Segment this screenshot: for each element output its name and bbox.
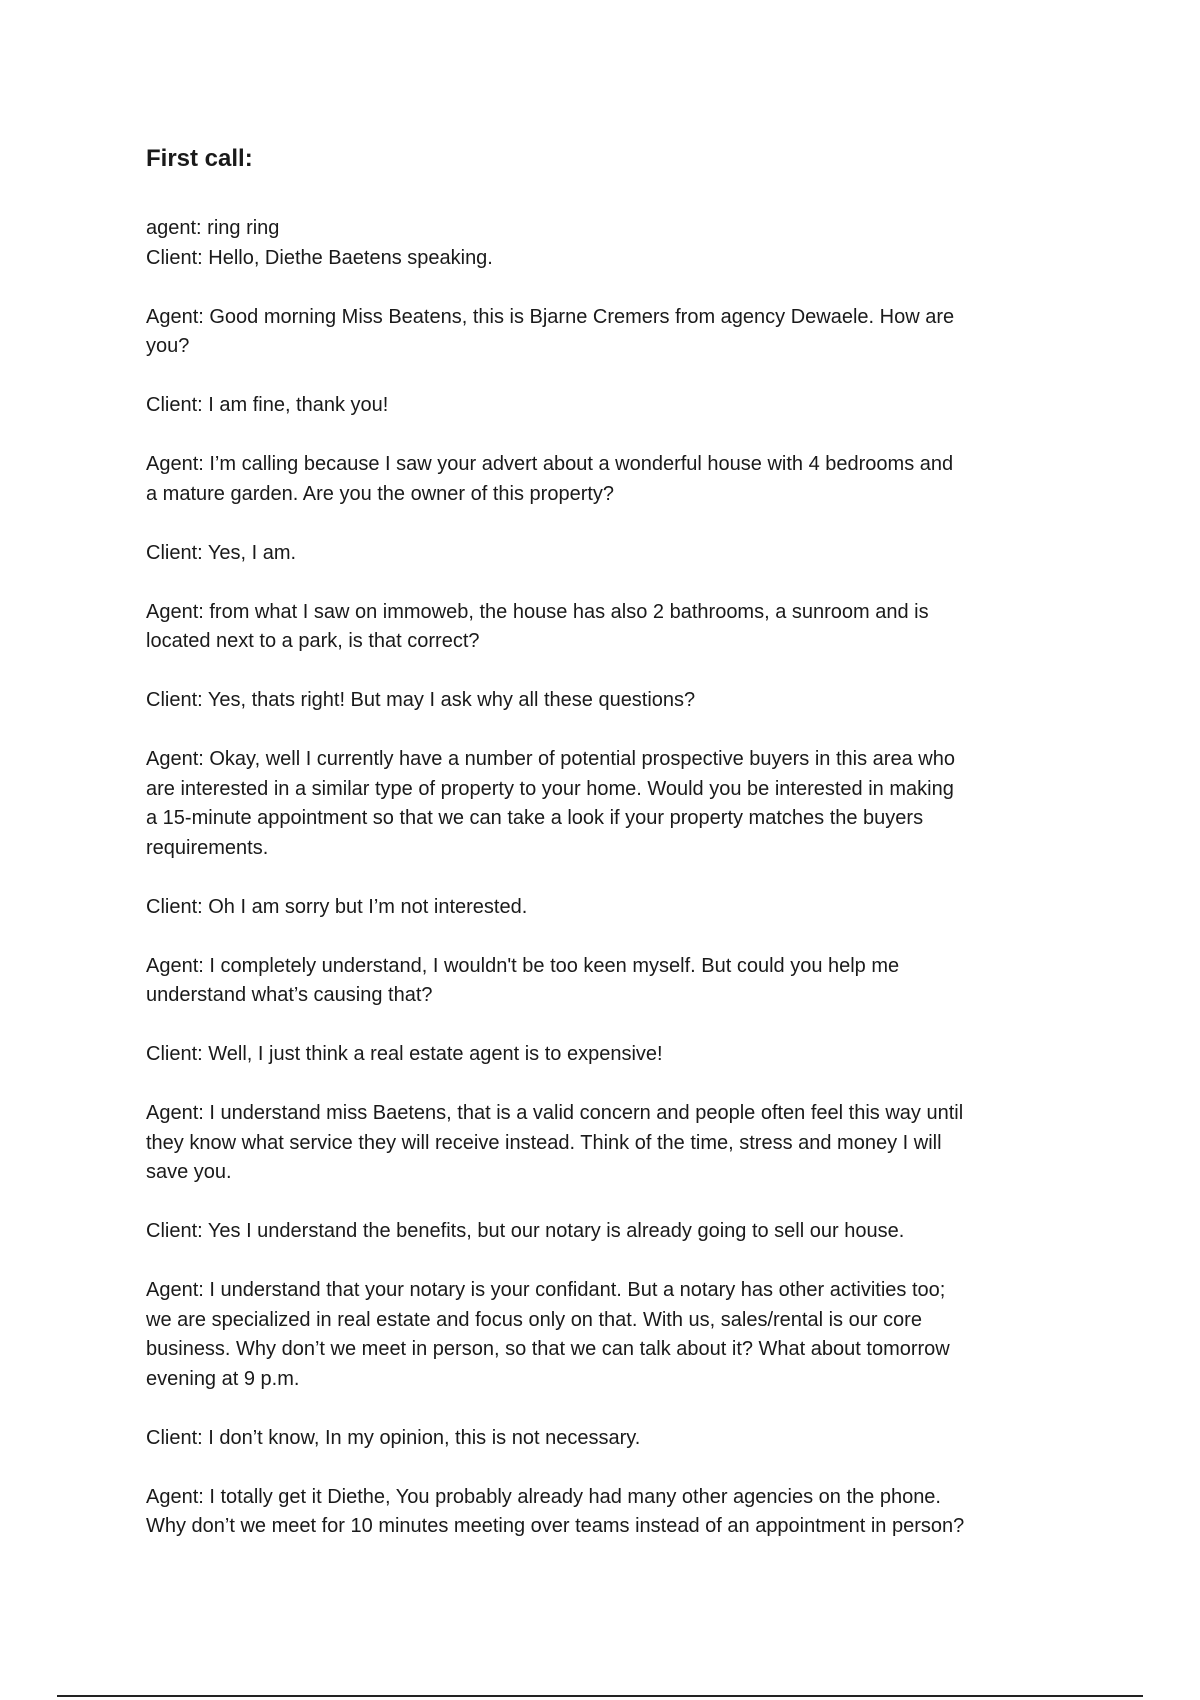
transcript-paragraph	[146, 391, 1086, 421]
transcript-paragraph	[146, 539, 1086, 569]
transcript-paragraph	[146, 598, 1086, 657]
transcript-line: a mature garden. Are you the owner of this property?	[146, 482, 615, 505]
transcript-line: Client: Yes, thats right! But may I ask why all these questions?	[146, 689, 696, 711]
transcript-line: Client: I am fine, thank you!	[146, 394, 389, 416]
transcript-line: Client: Yes, I am.	[146, 541, 297, 564]
transcript-line: Client: I don’t know, In my opinion, this is not necessary.	[146, 1426, 641, 1449]
transcript-line: are interested in a similar type of property to your home. Would you be interested in making	[146, 777, 954, 800]
transcript-paragraph	[146, 745, 1086, 863]
transcript-line: save you.	[146, 1161, 232, 1183]
transcript-line: we are specialized in real estate and focus only on that. With us, sales/rental is our core	[146, 1308, 922, 1331]
transcript-paragraph	[146, 214, 1086, 273]
transcript-line: Agent: Good morning Miss Beatens, this is Bjarne Cremers from agency Dewaele. How are	[146, 305, 955, 328]
transcript-paragraph	[146, 1099, 1086, 1188]
transcript-line: Agent: I totally get it Diethe, You probably already had many other agencies on the phone.	[146, 1485, 941, 1508]
transcript-line: Agent: I completely understand, I wouldn't be too keen myself. But could you help me	[146, 954, 900, 977]
transcript-line: a 15-minute appointment so that we can take a look if your property matches the buyers	[146, 807, 924, 829]
transcript-paragraph	[146, 1040, 1086, 1070]
transcript-line: you?	[146, 335, 190, 357]
transcript-line: Client: Well, I just think a real estate agent is to expensive!	[146, 1043, 663, 1065]
transcript-paragraph	[146, 450, 1086, 509]
transcript-paragraph	[146, 1217, 1086, 1247]
transcript-paragraph	[146, 1483, 1086, 1542]
transcript-paragraph	[146, 1276, 1086, 1394]
transcript-line: business. Why don’t we meet in person, so that we can talk about it? What about tomorrow	[146, 1338, 950, 1360]
transcript-line: requirements.	[146, 836, 269, 859]
transcript-line: Client: Yes I understand the benefits, but our notary is already going to sell our house.	[146, 1220, 905, 1242]
transcript-line: Why don’t we meet for 10 minutes meeting over teams instead of an appointment in person?	[146, 1515, 965, 1537]
transcript-line: Agent: from what I saw on immoweb, the house has also 2 bathrooms, a sunroom and is	[146, 600, 929, 623]
transcript-line: Agent: I’m calling because I saw your advert about a wonderful house with 4 bedrooms and	[146, 453, 954, 475]
transcript-line: they know what service they will receive instead. Think of the time, stress and money I will	[146, 1131, 942, 1154]
transcript-paragraph	[146, 893, 1086, 923]
transcript-line: Agent: I understand that your notary is your confidant. But a notary has other activities too;	[146, 1279, 946, 1301]
transcript-line: Agent: Okay, well I currently have a number of potential prospective buyers in this area who	[146, 748, 955, 770]
transcript-paragraph	[146, 303, 1086, 362]
transcript-paragraph	[146, 1424, 1086, 1454]
call-transcript	[146, 214, 1086, 1571]
transcript-line: Client: Hello, Diethe Baetens speaking.	[146, 246, 493, 269]
transcript-line: Client: Oh I am sorry but I’m not interested.	[146, 895, 528, 918]
page-bottom-divider	[57, 1695, 1143, 1697]
transcript-line: understand what’s causing that?	[146, 984, 433, 1006]
transcript-line: evening at 9 p.m.	[146, 1367, 300, 1390]
transcript-line: agent: ring ring	[146, 217, 280, 239]
transcript-paragraph	[146, 686, 1086, 716]
transcript-paragraph	[146, 952, 1086, 1011]
transcript-line: located next to a park, is that correct?	[146, 630, 480, 652]
transcript-line: Agent: I understand miss Baetens, that is a valid concern and people often feel this way until	[146, 1102, 964, 1124]
page-title: First call:	[146, 145, 253, 172]
